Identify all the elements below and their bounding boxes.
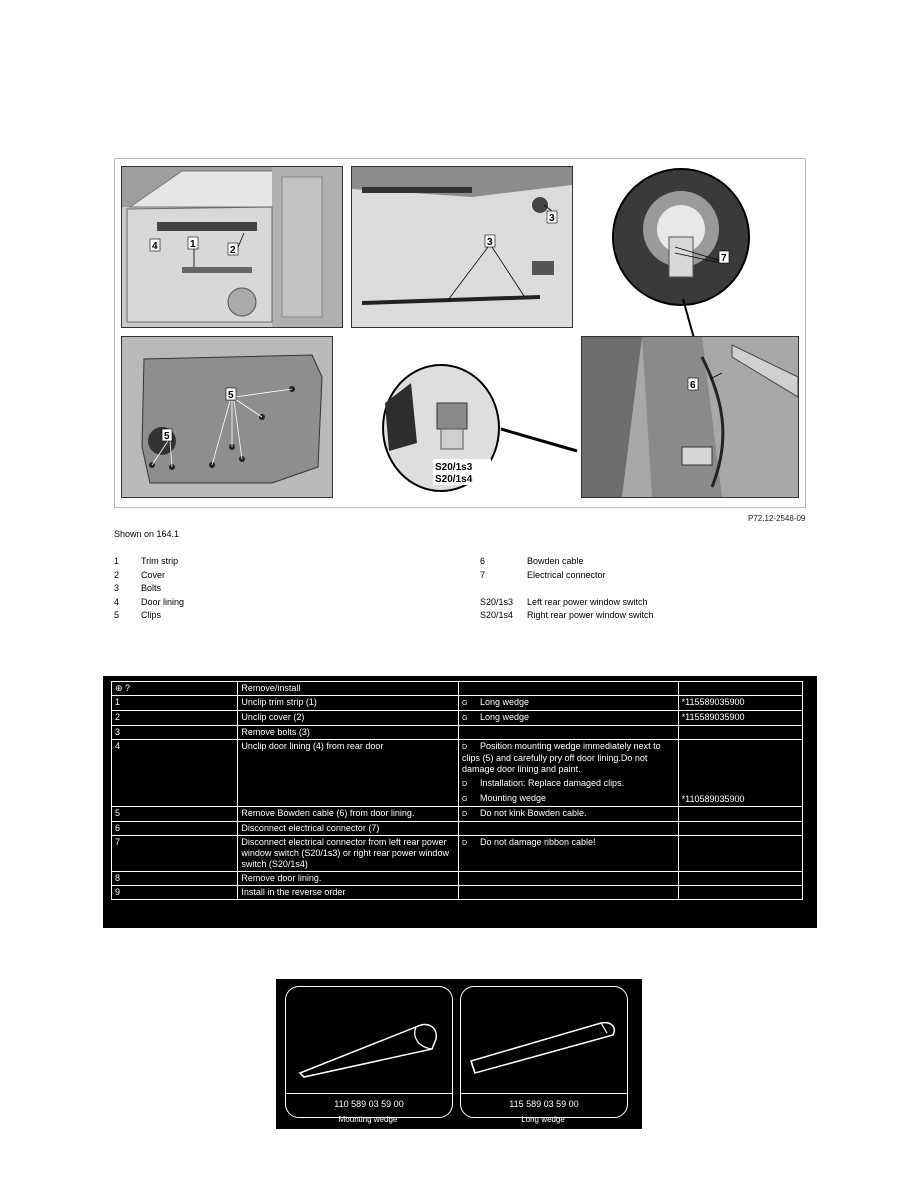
table-row [112, 711, 803, 726]
step-number: 9 [112, 886, 238, 900]
legend-item: 5 Clips [114, 610, 162, 620]
step-action: Unclip door lining (4) from rear door [238, 740, 459, 807]
table-header-row [112, 682, 803, 696]
step-action: Remove Bowden cable (6) from door lining. [238, 807, 459, 822]
legend-item: 7 Electrical connector [480, 569, 606, 580]
figure-caption: Shown on 164.1 [114, 529, 180, 539]
legend-item: 3 Bolts [114, 583, 162, 593]
legend-item: 4 Door lining [114, 596, 185, 607]
note-text: Long wedge [479, 712, 530, 722]
procedure-table-panel [103, 676, 817, 928]
legend-item: 1 Trim strip [114, 556, 179, 566]
part-number [678, 886, 802, 900]
header-cell-part [678, 682, 802, 696]
callout-3-bolt: 3 [549, 213, 555, 224]
figure-reference: P72.12-2548-09 [748, 514, 806, 523]
part-number: *110589035900 [678, 740, 802, 807]
photo-connector-detail [611, 167, 751, 307]
note-text: Mounting wedge [479, 793, 547, 803]
header-cell-notes [458, 682, 678, 696]
part-number [678, 726, 802, 740]
header-cell-title: Remove/install [238, 682, 459, 696]
step-action: Unclip trim strip (1) [238, 696, 459, 711]
door-lining-figure [114, 158, 806, 508]
legend-item: S20/1s3 Left rear power window switch [480, 596, 648, 607]
photo-bowden-cable [581, 336, 799, 498]
part-number [678, 807, 802, 822]
callout-s20-1s4: S20/1s4 [435, 474, 473, 485]
note-line [462, 778, 675, 790]
part-number [678, 836, 802, 872]
step-action: Install in the reverse order [238, 886, 459, 900]
legend-spacer [480, 582, 654, 596]
header-cell-icons: ⊕ ? [112, 682, 238, 696]
step-notes [458, 886, 678, 900]
tool-name: Long wedge [521, 1115, 565, 1124]
step-action: Unclip cover (2) [238, 711, 459, 726]
tool-number: 115 589 03 59 00 [461, 1093, 627, 1109]
note-text: Installation: Replace damaged clips. [479, 778, 625, 788]
table-row [112, 872, 803, 886]
callout-5-lower: 5 [164, 431, 170, 442]
callout-5-upper: 5 [228, 390, 234, 401]
table-row [112, 836, 803, 872]
procedure-table [111, 681, 803, 900]
step-notes [458, 726, 678, 740]
table-row [112, 726, 803, 740]
photo-trim-strip-bolts [351, 166, 573, 328]
table-row [112, 807, 803, 822]
note-bullet: G [461, 715, 468, 722]
note-line [462, 697, 675, 709]
note-line [462, 741, 675, 775]
step-notes [458, 822, 678, 836]
note-bullet: D [461, 781, 468, 788]
note-text: Position mounting wedge immediately next to clips (5) and carefully pry off door lining.Do not damage door lining and paint. [461, 741, 661, 774]
legend-item: 6 Bowden cable [480, 556, 584, 566]
callout-4: 4 [152, 241, 158, 252]
step-notes [458, 711, 678, 726]
step-number: 5 [112, 807, 238, 822]
callout-3-strip: 3 [487, 237, 493, 248]
legend-item: S20/1s4 Right rear power window switch [480, 610, 654, 620]
part-number [678, 872, 802, 886]
step-notes [458, 807, 678, 822]
note-line [462, 837, 675, 849]
special-tools-panel [276, 979, 642, 1129]
callout-1: 1 [190, 239, 196, 250]
tool-card-long-wedge [460, 986, 628, 1118]
step-number: 1 [112, 696, 238, 711]
step-action: Remove bolts (3) [238, 726, 459, 740]
photo-door-overview [121, 166, 343, 328]
step-number: 4 [112, 740, 238, 807]
table-row [112, 696, 803, 711]
step-notes [458, 872, 678, 886]
part-number: *115589035900 [678, 711, 802, 726]
step-action: Remove door lining. [238, 872, 459, 886]
note-text: Long wedge [479, 697, 530, 707]
table-row [112, 886, 803, 900]
long-wedge-icon [461, 997, 627, 1087]
callout-s20-1s3: S20/1s3 [435, 462, 473, 473]
callout-2: 2 [230, 245, 236, 256]
note-line [462, 793, 675, 805]
part-number [678, 822, 802, 836]
note-bullet: D [461, 744, 468, 751]
callout-6: 6 [690, 380, 696, 391]
legend-left [114, 555, 184, 623]
table-row [112, 740, 803, 807]
tool-card-mounting-wedge [285, 986, 453, 1118]
legend-item: 2 Cover [114, 569, 166, 580]
step-number: 3 [112, 726, 238, 740]
step-action: Disconnect electrical connector from left rear power window switch (S20/1s3) or right rear power window switch (S20/1s4) [238, 836, 459, 872]
callout-7: 7 [721, 253, 727, 264]
note-line [462, 808, 675, 820]
photo-lining-clips [121, 336, 333, 498]
step-notes [458, 836, 678, 872]
note-line [462, 712, 675, 724]
part-number: *115589035900 [678, 696, 802, 711]
step-notes [458, 696, 678, 711]
mounting-wedge-icon [286, 997, 452, 1087]
note-bullet: G [461, 700, 468, 707]
note-bullet: D [461, 840, 468, 847]
tool-name: Mounting wedge [338, 1115, 398, 1124]
photo-switch-connector [381, 363, 501, 493]
table-row [112, 822, 803, 836]
tool-number: 110 589 03 59 00 [286, 1093, 452, 1109]
legend-right [480, 555, 654, 623]
note-bullet: G [461, 796, 468, 803]
note-bullet: D [461, 811, 468, 818]
step-notes [458, 740, 678, 807]
step-action: Disconnect electrical connector (7) [238, 822, 459, 836]
detail-pointer-line-switch [499, 425, 579, 455]
note-text: Do not kink Bowden cable. [479, 808, 587, 818]
step-number: 7 [112, 836, 238, 872]
note-text: Do not damage ribbon cable! [479, 837, 596, 847]
step-number: 2 [112, 711, 238, 726]
step-number: 6 [112, 822, 238, 836]
step-number: 8 [112, 872, 238, 886]
